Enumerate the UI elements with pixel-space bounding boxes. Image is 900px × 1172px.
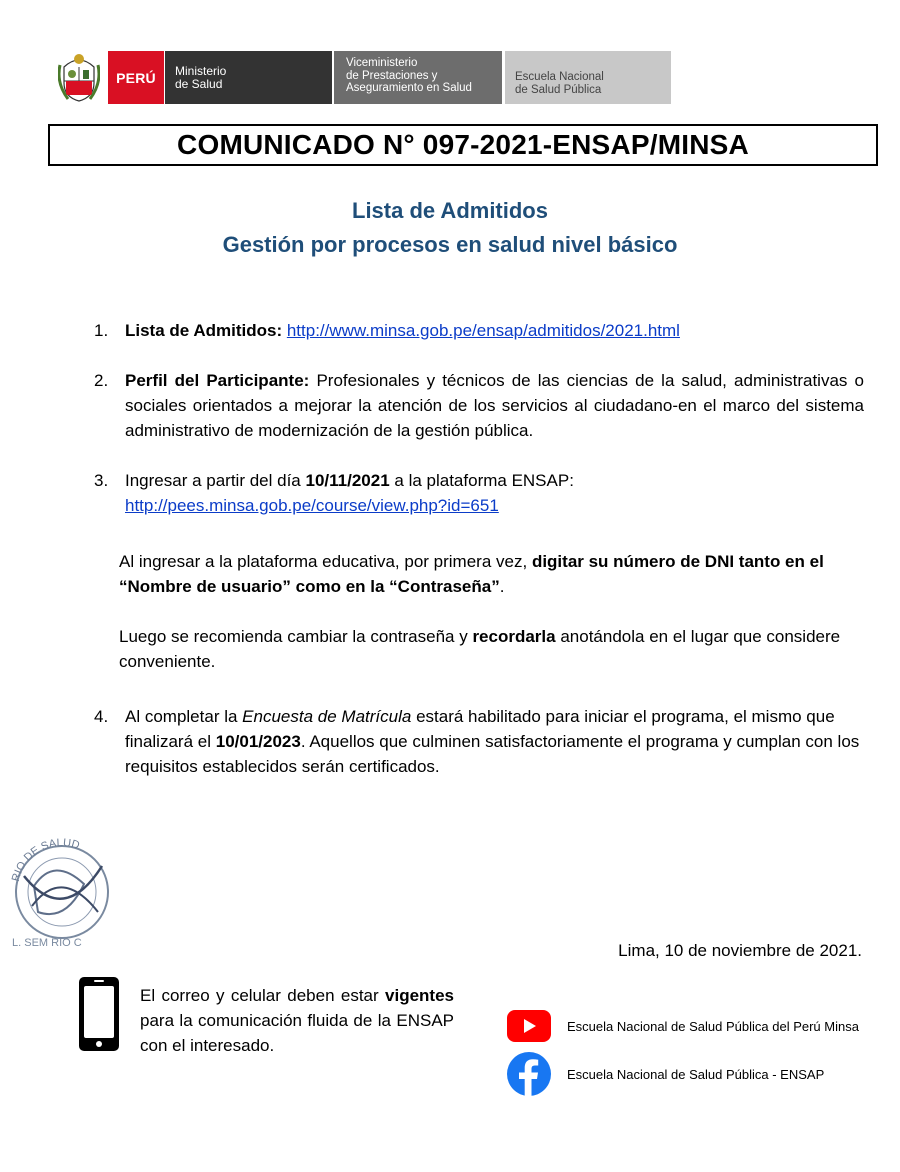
password-instructions [119, 624, 864, 674]
text-segment: . [499, 577, 505, 596]
item-text [125, 704, 864, 779]
escuela-line1: Escuela Nacional [515, 71, 604, 83]
youtube-label: Escuela Nacional de Salud Pública del Perú Minsa [567, 1018, 859, 1034]
text-segment: Ingresar a partir del día [125, 471, 301, 490]
item-text [125, 318, 864, 343]
facebook-label: Escuela Nacional de Salud Pública - ENSAP [567, 1066, 825, 1082]
list-item-4 [94, 704, 864, 779]
recordarla-bold: recordarla [472, 627, 556, 646]
item-label: Perfil del Participante: [125, 371, 310, 390]
text-segment: Luego se recomienda cambiar la contraseña y [119, 627, 468, 646]
login-instructions [119, 549, 864, 599]
item-text [125, 368, 864, 443]
item-number: 2. [94, 371, 109, 390]
list-item-1 [94, 318, 864, 343]
text-segment: anotándola en el lugar que considere conveniente. [119, 627, 841, 671]
phone-icon [77, 975, 121, 1053]
ministerio-line2: de Salud [175, 77, 223, 91]
item-number: 1. [94, 321, 109, 340]
date-location: Lima, 10 de noviembre de 2021. [618, 941, 862, 960]
facebook-page[interactable] [507, 1052, 824, 1096]
title-box [48, 124, 878, 166]
ministerio-label [164, 51, 332, 104]
item-number: 4. [94, 707, 109, 726]
stamp-bottom-text: L. SEM RIO C [12, 937, 82, 949]
peru-label: PERÚ [108, 51, 164, 104]
vigentes-bold: vigentes [385, 986, 454, 1005]
escuela-label [505, 51, 671, 104]
viceministerio-label [334, 51, 502, 104]
text-segment: para la comunicación fluida de la ENSAP con el interesado. [140, 1011, 454, 1055]
text-segment: a la plataforma ENSAP: [394, 471, 574, 490]
text-segment: estará habilitado para iniciar el programa, el mismo que finalizará el [125, 707, 835, 751]
peru-shield-icon [58, 51, 100, 104]
item-label: Lista de Admitidos: [125, 321, 283, 340]
subtitle-admitidos: Lista de Admitidos [352, 198, 548, 223]
encuesta-italic: Encuesta de Matrícula [242, 707, 412, 726]
list-item-3 [94, 468, 864, 518]
start-date: 10/11/2021 [305, 471, 390, 490]
ministerio-line1: Ministerio [175, 64, 227, 78]
youtube-icon [507, 1010, 551, 1042]
admitidos-link[interactable]: http://www.minsa.gob.pe/ensap/admitidos/2021.html [286, 321, 680, 340]
escuela-line2: de Salud Pública [515, 83, 602, 96]
dni-instruction: digitar su número de DNI tanto en el “Nombre de usuario” como en la “Contraseña” [119, 552, 824, 596]
text-segment: . Aquellos que culminen satisfactoriamente el programa y cumplan con los requisitos establecidos serán certificados. [125, 732, 860, 776]
document-title: COMUNICADO N° 097-2021-ENSAP/MINSA [177, 129, 749, 160]
stamp-top-text: RIO DE SALUD [9, 836, 81, 883]
item-text [125, 468, 864, 518]
vice-line1: Viceministerio [346, 57, 418, 69]
vice-line2: de Prestaciones y [346, 69, 438, 82]
vice-line3: Aseguramiento en Salud [346, 82, 472, 94]
text-segment: Al ingresar a la plataforma educativa, por primera vez, [119, 552, 528, 571]
platform-link[interactable]: http://pees.minsa.gob.pe/course/view.php?id=651 [125, 496, 499, 515]
official-stamp [4, 826, 116, 952]
subtitle-course: Gestión por procesos en salud nivel básico [222, 232, 678, 257]
text-segment: Al completar la [125, 707, 238, 726]
list-item-2 [94, 368, 864, 443]
end-date: 10/01/2023 [215, 732, 301, 751]
perfil-text: Profesionales y técnicos de las ciencias de la salud, administrativas o sociales orientados a mejorar la atención de los servicios al ciudadano-en el marco del sistema administrativo de modernización de la gestión pública. [125, 371, 864, 440]
youtube-channel[interactable] [507, 1010, 859, 1042]
svg-text:RIO DE SALUD [10, 837, 81, 883]
facebook-icon [507, 1052, 551, 1096]
text-segment: El correo y celular deben estar [140, 986, 379, 1005]
header [58, 51, 671, 104]
item-number: 3. [94, 471, 109, 490]
contact-note [140, 983, 454, 1058]
